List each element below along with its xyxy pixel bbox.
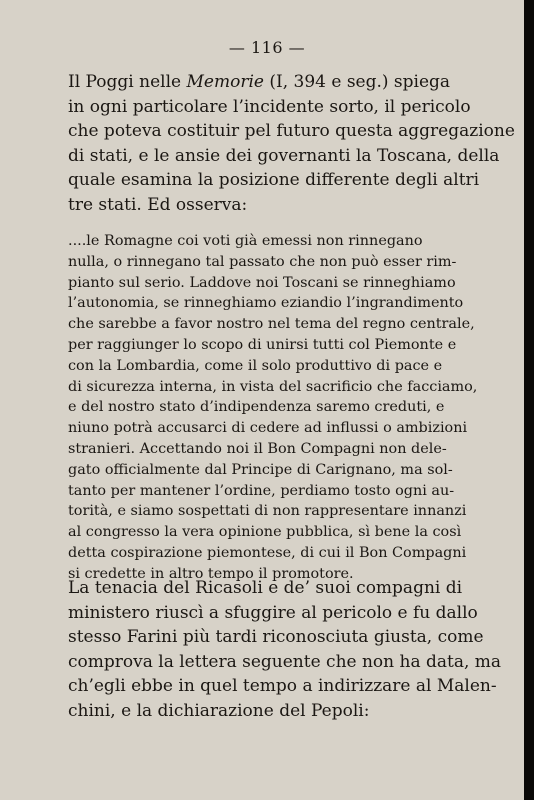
paragraph-line: tre stati. Ed osserva: [68, 194, 248, 215]
paragraph-line: comprova la lettera seguente che non ha data, ma [68, 651, 502, 672]
paragraph-conclusion [68, 576, 502, 724]
quote-line: nulla, o rinnegano tal passato che non può esser rim- [68, 253, 457, 270]
paragraph-line: in ogni particolare l’incidente sorto, il pericolo [68, 96, 471, 117]
paragraph-line: che poteva costituir pel futuro questa aggregazione [68, 121, 515, 142]
memorie-title: Memorie [186, 72, 264, 92]
quote-line: che sarebbe a favor nostro nel tema del regno centrale, [68, 316, 475, 333]
page-edge-shadow [524, 0, 534, 800]
quote-line: l’autonomia, se rinneghiamo eziandio l’ingrandimento [68, 295, 464, 312]
paragraph-line-start: Il Poggi nelle [68, 72, 187, 92]
quote-line: torità, e siamo sospettati di non rappresentare innanzi [68, 503, 467, 520]
paragraph-line: ch’egli ebbe in quel tempo a indirizzare al Malen- [68, 676, 497, 697]
page-number: — 116 — [228, 38, 306, 57]
paragraph-line-end: (I, 394 e seg.) spiega [263, 72, 451, 92]
quote-line: niuno potrà accusarci di cedere ad influssi o ambizioni [68, 420, 468, 437]
quote-line: stranieri. Accettando noi il Bon Compagni non dele- [68, 440, 447, 457]
quote-line: tanto per mantener l’ordine, perdiamo tosto ogni au- [68, 482, 455, 499]
paragraph-line: La tenacia del Ricasoli e de’ suoi compagni di [68, 578, 463, 598]
quoted-passage [68, 231, 478, 585]
paragraph-line: stesso Farini più tardi riconosciuta giusta, come [68, 627, 484, 648]
quote-line: detta cospirazione piemontese, di cui il Bon Compagni [68, 544, 467, 561]
quote-line: per raggiunger lo scopo di unirsi tutti col Piemonte e [68, 336, 457, 353]
quote-line: si credette in altro tempo il promotore. [68, 565, 354, 582]
paragraph-intro [68, 70, 515, 218]
quote-line: ....le Romagne coi voti già emessi non rinnegano [68, 233, 423, 249]
paragraph-line: quale esamina la posizione differente degli altri [68, 170, 480, 191]
quote-line: gato officialmente dal Principe di Carignano, ma sol- [68, 461, 453, 478]
quote-line: con la Lombardia, come il solo produttivo di pace e [68, 357, 443, 374]
quote-line: pianto sul serio. Laddove noi Toscani se rinneghiamo [68, 274, 456, 291]
quote-line: e del nostro stato d’indipendenza saremo creduti, e [68, 399, 445, 416]
paragraph-line: di stati, e le ansie dei governanti la Toscana, della [68, 145, 500, 166]
quote-line: al congresso la vera opinione pubblica, sì bene la così [68, 524, 462, 541]
quote-line: di sicurezza interna, in vista del sacrificio che facciamo, [68, 378, 478, 395]
paragraph-line [68, 70, 470, 95]
paragraph-line: chini, e la dichiarazione del Pepoli: [68, 700, 370, 721]
paragraph-line: ministero riuscì a sfuggire al pericolo e fu dallo [68, 602, 478, 623]
